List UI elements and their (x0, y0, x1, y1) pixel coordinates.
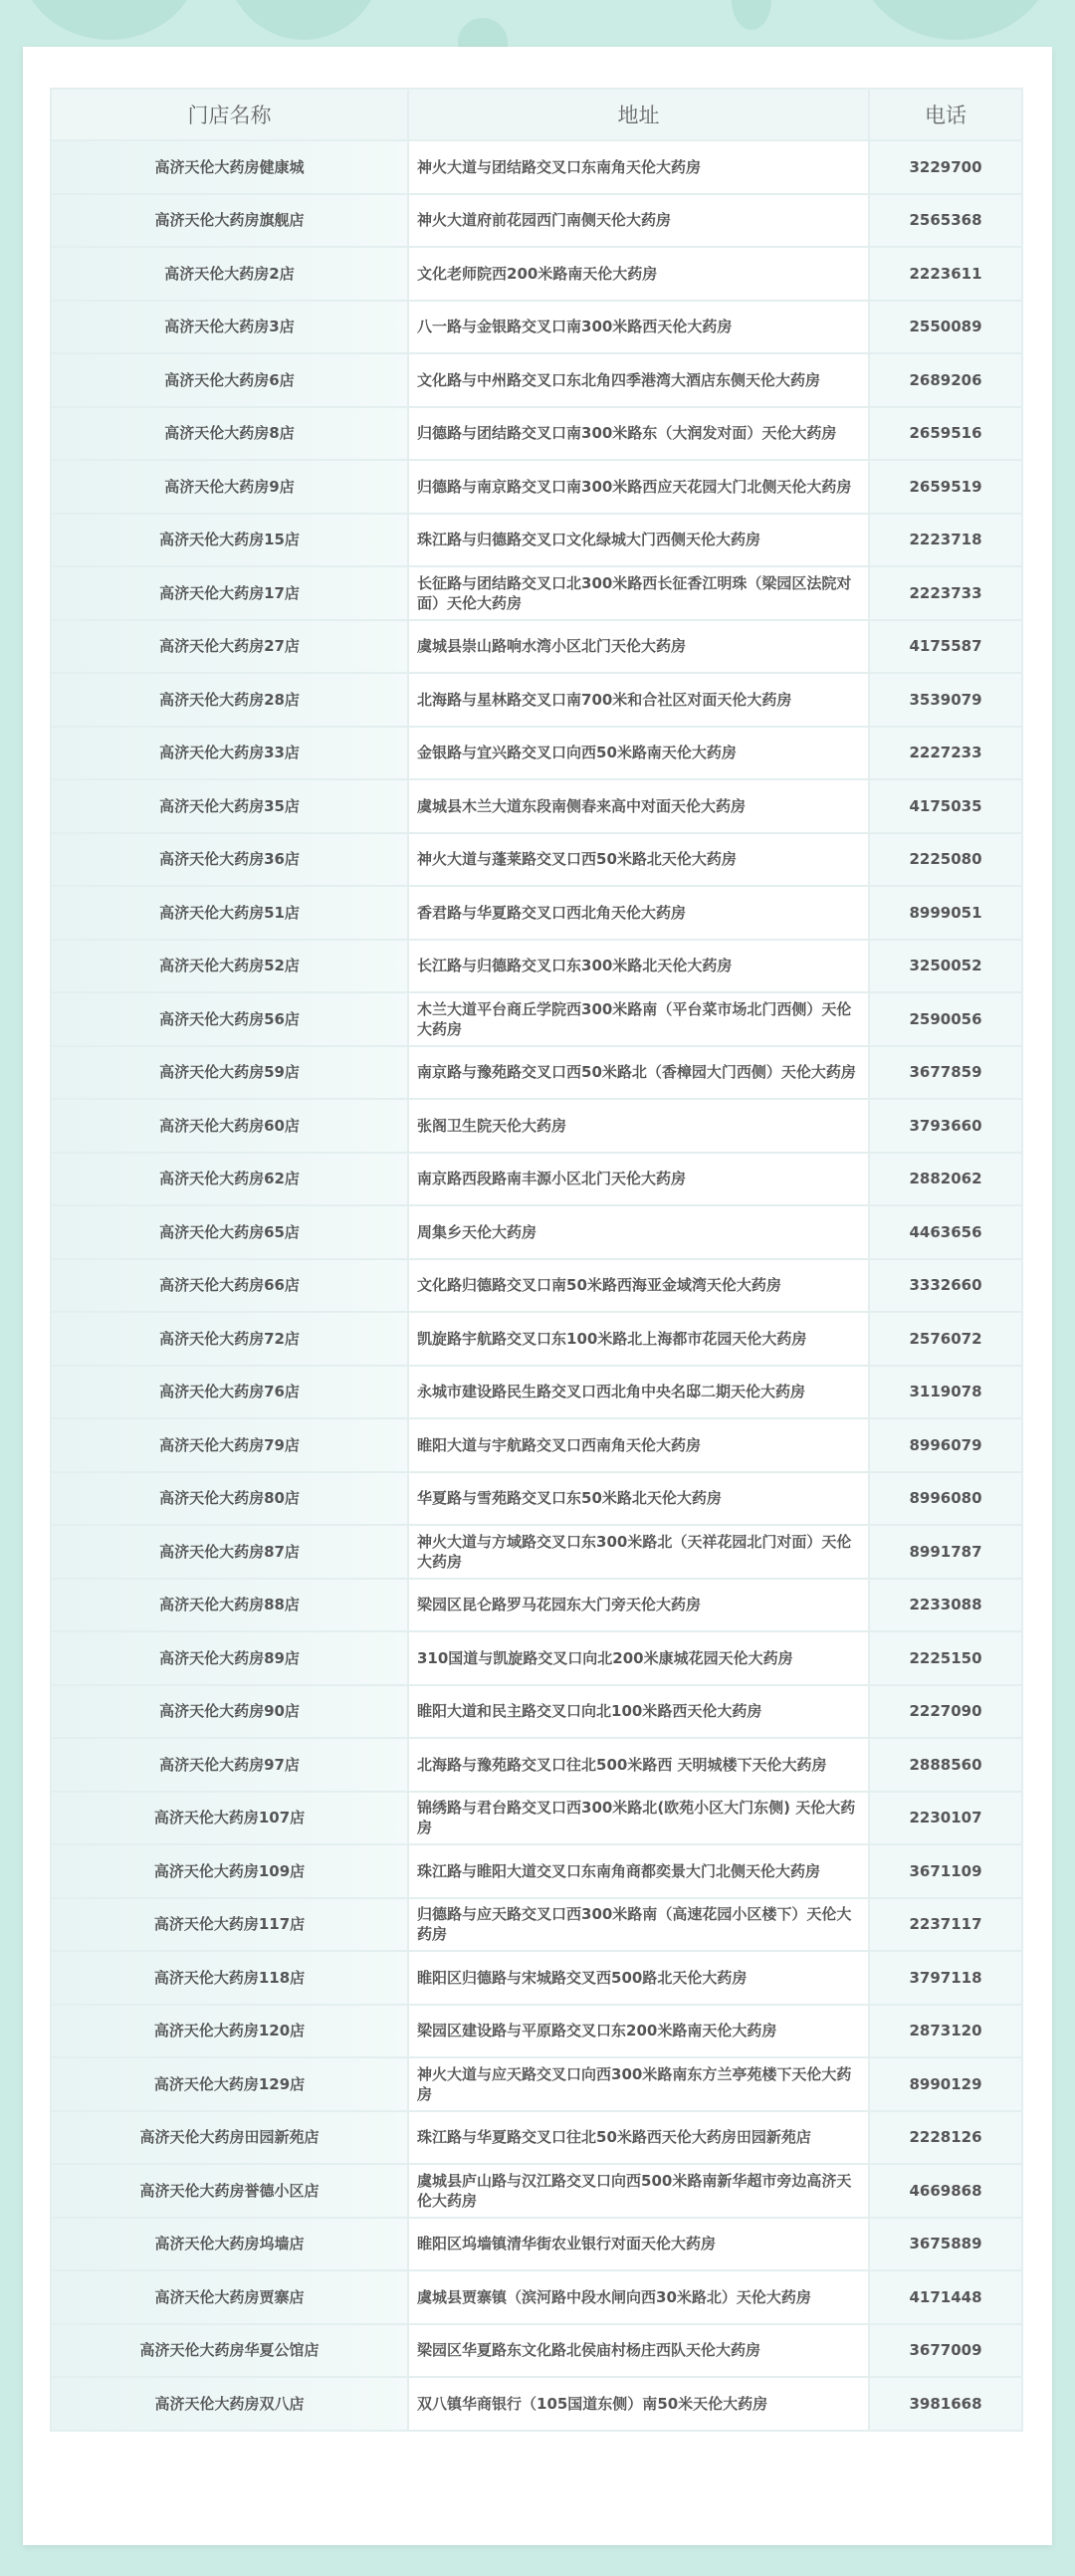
store-name-cell: 高济天伦大药房90店 (51, 1685, 408, 1739)
table-row (51, 940, 1022, 993)
table-row (51, 407, 1022, 461)
address-cell: 北海路与星林路交叉口南700米和合社区对面天伦大药房 (408, 673, 869, 727)
address-cell: 文化路与中州路交叉口东北角四季港湾大酒店东侧天伦大药房 (408, 353, 869, 407)
store-name-cell: 高济天伦大药房109店 (51, 1844, 408, 1898)
address-cell: 凯旋路宇航路交叉口东100米路北上海都市花园天伦大药房 (408, 1312, 869, 1366)
phone-cell: 2227233 (869, 727, 1022, 780)
store-name-cell: 高济天伦大药房117店 (51, 1898, 408, 1952)
table-row (51, 247, 1022, 301)
store-name-cell: 高济天伦大药房28店 (51, 673, 408, 727)
phone-cell: 2228126 (869, 2111, 1022, 2165)
phone-cell: 2659516 (869, 407, 1022, 461)
address-cell: 虞城县木兰大道东段南侧春来高中对面天伦大药房 (408, 779, 869, 833)
phone-cell: 3539079 (869, 673, 1022, 727)
store-name-cell: 高济天伦大药房72店 (51, 1312, 408, 1366)
address-cell: 珠江路与睢阳大道交叉口东南角商都奕景大门北侧天伦大药房 (408, 1844, 869, 1898)
store-name-cell: 高济天伦大药房6店 (51, 353, 408, 407)
phone-cell: 2225080 (869, 833, 1022, 887)
address-cell: 珠江路与归德路交叉口文化绿城大门西侧天伦大药房 (408, 514, 869, 567)
address-cell: 文化路归德路交叉口南50米路西海亚金域湾天伦大药房 (408, 1259, 869, 1313)
address-cell: 珠江路与华夏路交叉口往北50米路西天伦大药房田园新苑店 (408, 2111, 869, 2165)
phone-cell: 4175035 (869, 779, 1022, 833)
table-header-row (51, 89, 1022, 140)
address-cell: 南京路西段路南丰源小区北门天伦大药房 (408, 1153, 869, 1206)
table-row (51, 2005, 1022, 2058)
store-list-card (23, 47, 1052, 2545)
table-row (51, 779, 1022, 833)
store-name-cell: 高济天伦大药房88店 (51, 1579, 408, 1632)
table-row (51, 301, 1022, 354)
phone-cell: 2689206 (869, 353, 1022, 407)
phone-cell: 2230107 (869, 1792, 1022, 1845)
table-row (51, 2164, 1022, 2218)
address-cell: 神火大道与应天路交叉口向西300米路南东方兰亭苑楼下天伦大药房 (408, 2057, 869, 2111)
table-row (51, 2218, 1022, 2271)
phone-cell: 4669868 (869, 2164, 1022, 2218)
store-name-cell: 高济天伦大药房27店 (51, 620, 408, 674)
store-name-cell: 高济天伦大药房9店 (51, 460, 408, 514)
table-row (51, 2324, 1022, 2378)
address-cell: 睢阳区归德路与宋城路交叉西500路北天伦大药房 (408, 1951, 869, 2005)
phone-cell: 8991787 (869, 1525, 1022, 1579)
phone-cell: 3677859 (869, 1046, 1022, 1100)
address-cell: 神火大道与团结路交叉口东南角天伦大药房 (408, 140, 869, 194)
store-name-cell: 高济天伦大药房60店 (51, 1099, 408, 1153)
store-name-cell: 高济天伦大药房旗舰店 (51, 194, 408, 248)
phone-cell: 4171448 (869, 2270, 1022, 2324)
phone-cell: 3793660 (869, 1099, 1022, 1153)
phone-cell: 2590056 (869, 992, 1022, 1046)
address-cell: 南京路与豫苑路交叉口西50米路北（香樟园大门西侧）天伦大药房 (408, 1046, 869, 1100)
table-row (51, 1205, 1022, 1259)
address-cell: 香君路与华夏路交叉口西北角天伦大药房 (408, 886, 869, 940)
table-row (51, 833, 1022, 887)
store-name-cell: 高济天伦大药房田园新苑店 (51, 2111, 408, 2165)
address-cell: 神火大道与蓬莱路交叉口西50米路北天伦大药房 (408, 833, 869, 887)
phone-cell: 2223718 (869, 514, 1022, 567)
phone-cell: 3250052 (869, 940, 1022, 993)
table-row (51, 1792, 1022, 1845)
phone-cell: 4175587 (869, 620, 1022, 674)
table-row (51, 2270, 1022, 2324)
phone-cell: 2565368 (869, 194, 1022, 248)
table-row (51, 1738, 1022, 1792)
table-row (51, 1472, 1022, 1526)
table-row (51, 727, 1022, 780)
store-name-cell: 高济天伦大药房健康城 (51, 140, 408, 194)
table-row (51, 886, 1022, 940)
address-cell: 归德路与团结路交叉口南300米路东（大润发对面）天伦大药房 (408, 407, 869, 461)
store-name-cell: 高济天伦大药房3店 (51, 301, 408, 354)
store-name-cell: 高济天伦大药房66店 (51, 1259, 408, 1313)
phone-cell: 2223611 (869, 247, 1022, 301)
phone-cell: 3677009 (869, 2324, 1022, 2378)
table-row (51, 140, 1022, 194)
phone-cell: 2233088 (869, 1579, 1022, 1632)
decorative-bubble (856, 0, 1055, 40)
phone-cell: 8990129 (869, 2057, 1022, 2111)
header-store-name: 门店名称 (51, 89, 408, 140)
table-row (51, 1631, 1022, 1685)
store-name-cell: 高济天伦大药房107店 (51, 1792, 408, 1845)
table-row (51, 1259, 1022, 1313)
phone-cell: 3675889 (869, 2218, 1022, 2271)
address-cell: 梁园区华夏路东文化路北侯庙村杨庄西队天伦大药房 (408, 2324, 869, 2378)
table-row (51, 1844, 1022, 1898)
address-cell: 双八镇华商银行（105国道东侧）南50米天伦大药房 (408, 2377, 869, 2431)
store-name-cell: 高济天伦大药房华夏公馆店 (51, 2324, 408, 2378)
table-row (51, 1579, 1022, 1632)
address-cell: 虞城县庐山路与汉江路交叉口向西500米路南新华超市旁边高济天伦大药房 (408, 2164, 869, 2218)
store-name-cell: 高济天伦大药房誉德小区店 (51, 2164, 408, 2218)
store-name-cell: 高济天伦大药房33店 (51, 727, 408, 780)
store-name-cell: 高济天伦大药房120店 (51, 2005, 408, 2058)
phone-cell: 2659519 (869, 460, 1022, 514)
phone-cell: 4463656 (869, 1205, 1022, 1259)
phone-cell: 3229700 (869, 140, 1022, 194)
address-cell: 华夏路与雪苑路交叉口东50米路北天伦大药房 (408, 1472, 869, 1526)
table-row (51, 2057, 1022, 2111)
address-cell: 神火大道府前花园西门南侧天伦大药房 (408, 194, 869, 248)
table-row (51, 194, 1022, 248)
phone-cell: 2550089 (869, 301, 1022, 354)
phone-cell: 8996079 (869, 1418, 1022, 1472)
phone-cell: 8996080 (869, 1472, 1022, 1526)
store-name-cell: 高济天伦大药房56店 (51, 992, 408, 1046)
decorative-bubble (732, 0, 771, 30)
table-row (51, 353, 1022, 407)
phone-cell: 3797118 (869, 1951, 1022, 2005)
address-cell: 永城市建设路民生路交叉口西北角中央名邸二期天伦大药房 (408, 1366, 869, 1419)
store-name-cell: 高济天伦大药房双八店 (51, 2377, 408, 2431)
address-cell: 睢阳区坞墙镇清华街农业银行对面天伦大药房 (408, 2218, 869, 2271)
phone-cell: 3119078 (869, 1366, 1022, 1419)
address-cell: 长征路与团结路交叉口北300米路西长征香江明珠（梁园区法院对面）天伦大药房 (408, 566, 869, 620)
store-table (50, 88, 1023, 2432)
table-row (51, 2377, 1022, 2431)
table-row (51, 1525, 1022, 1579)
address-cell: 北海路与豫苑路交叉口往北500米路西 天明城楼下天伦大药房 (408, 1738, 869, 1792)
decorative-bubble (20, 0, 199, 40)
table-row (51, 620, 1022, 674)
address-cell: 睢阳大道与宇航路交叉口西南角天伦大药房 (408, 1418, 869, 1472)
phone-cell: 3671109 (869, 1844, 1022, 1898)
phone-cell: 2576072 (869, 1312, 1022, 1366)
address-cell: 八一路与金银路交叉口南300米路西天伦大药房 (408, 301, 869, 354)
address-cell: 文化老师院西200米路南天伦大药房 (408, 247, 869, 301)
store-name-cell: 高济天伦大药房87店 (51, 1525, 408, 1579)
store-name-cell: 高济天伦大药房129店 (51, 2057, 408, 2111)
store-name-cell: 高济天伦大药房89店 (51, 1631, 408, 1685)
table-row (51, 460, 1022, 514)
store-name-cell: 高济天伦大药房贾寨店 (51, 2270, 408, 2324)
store-name-cell: 高济天伦大药房2店 (51, 247, 408, 301)
phone-cell: 2888560 (869, 1738, 1022, 1792)
address-cell: 张阁卫生院天伦大药房 (408, 1099, 869, 1153)
address-cell: 归德路与应天路交叉口西300米路南（高速花园小区楼下）天伦大药房 (408, 1898, 869, 1952)
store-name-cell: 高济天伦大药房76店 (51, 1366, 408, 1419)
phone-cell: 2225150 (869, 1631, 1022, 1685)
address-cell: 虞城县崇山路响水湾小区北门天伦大药房 (408, 620, 869, 674)
header-phone: 电话 (869, 89, 1022, 140)
table-row (51, 992, 1022, 1046)
phone-cell: 2223733 (869, 566, 1022, 620)
store-name-cell: 高济天伦大药房52店 (51, 940, 408, 993)
store-name-cell: 高济天伦大药房59店 (51, 1046, 408, 1100)
address-cell: 周集乡天伦大药房 (408, 1205, 869, 1259)
store-name-cell: 高济天伦大药房15店 (51, 514, 408, 567)
table-row (51, 1046, 1022, 1100)
address-cell: 神火大道与方域路交叉口东300米路北（天祥花园北门对面）天伦大药房 (408, 1525, 869, 1579)
store-name-cell: 高济天伦大药房65店 (51, 1205, 408, 1259)
address-cell: 金银路与宜兴路交叉口向西50米路南天伦大药房 (408, 727, 869, 780)
address-cell: 锦绣路与君台路交叉口西300米路北(欧苑小区大门东侧) 天伦大药房 (408, 1792, 869, 1845)
store-name-cell: 高济天伦大药房35店 (51, 779, 408, 833)
header-address: 地址 (408, 89, 869, 140)
table-row (51, 1418, 1022, 1472)
store-name-cell: 高济天伦大药房8店 (51, 407, 408, 461)
table-row (51, 1898, 1022, 1952)
store-name-cell: 高济天伦大药房62店 (51, 1153, 408, 1206)
table-row (51, 2111, 1022, 2165)
table-row (51, 1366, 1022, 1419)
table-row (51, 1099, 1022, 1153)
address-cell: 长江路与归德路交叉口东300米路北天伦大药房 (408, 940, 869, 993)
address-cell: 木兰大道平台商丘学院西300米路南（平台菜市场北门西侧）天伦大药房 (408, 992, 869, 1046)
phone-cell: 2882062 (869, 1153, 1022, 1206)
address-cell: 310国道与凯旋路交叉口向北200米康城花园天伦大药房 (408, 1631, 869, 1685)
table-row (51, 673, 1022, 727)
address-cell: 梁园区建设路与平原路交叉口东200米路南天伦大药房 (408, 2005, 869, 2058)
store-name-cell: 高济天伦大药房79店 (51, 1418, 408, 1472)
store-name-cell: 高济天伦大药房80店 (51, 1472, 408, 1526)
phone-cell: 3332660 (869, 1259, 1022, 1313)
table-row (51, 566, 1022, 620)
phone-cell: 8999051 (869, 886, 1022, 940)
store-name-cell: 高济天伦大药房17店 (51, 566, 408, 620)
phone-cell: 3981668 (869, 2377, 1022, 2431)
store-name-cell: 高济天伦大药房坞墙店 (51, 2218, 408, 2271)
table-body (51, 140, 1022, 2431)
address-cell: 虞城县贾寨镇（滨河路中段水闸向西30米路北）天伦大药房 (408, 2270, 869, 2324)
store-name-cell: 高济天伦大药房97店 (51, 1738, 408, 1792)
decorative-bubble (224, 0, 383, 40)
store-name-cell: 高济天伦大药房118店 (51, 1951, 408, 2005)
table-row (51, 1312, 1022, 1366)
phone-cell: 2227090 (869, 1685, 1022, 1739)
address-cell: 睢阳大道和民主路交叉口向北100米路西天伦大药房 (408, 1685, 869, 1739)
address-cell: 归德路与南京路交叉口南300米路西应天花园大门北侧天伦大药房 (408, 460, 869, 514)
table-row (51, 1951, 1022, 2005)
table-row (51, 514, 1022, 567)
store-name-cell: 高济天伦大药房36店 (51, 833, 408, 887)
phone-cell: 2873120 (869, 2005, 1022, 2058)
table-row (51, 1153, 1022, 1206)
table-row (51, 1685, 1022, 1739)
address-cell: 梁园区昆仑路罗马花园东大门旁天伦大药房 (408, 1579, 869, 1632)
store-name-cell: 高济天伦大药房51店 (51, 886, 408, 940)
phone-cell: 2237117 (869, 1898, 1022, 1952)
